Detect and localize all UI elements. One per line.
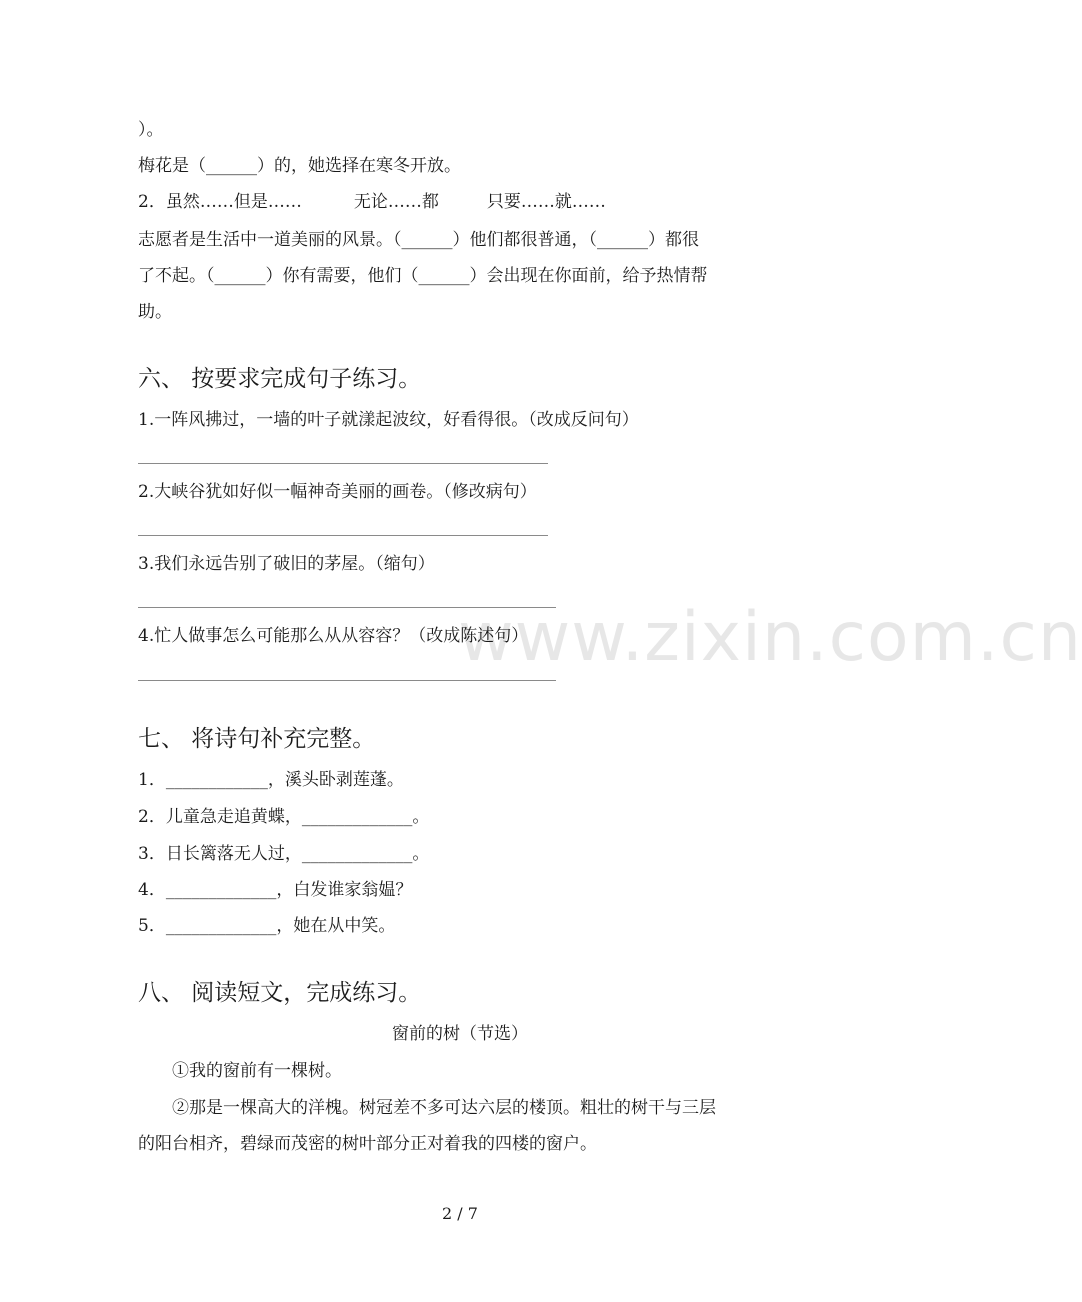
answer-line-1[interactable]: [138, 463, 548, 464]
watermark: www.zixin.com.cn: [458, 598, 1082, 677]
section5-q2-options: [138, 190, 606, 214]
section5-paragraph-line-1: 志愿者是生活中一道美丽的风景。（______）他们都很普通，（______）都很: [138, 230, 699, 250]
passage-title: 窗前的树（节选）: [392, 1024, 528, 1044]
section6-question-2: 2.大峡谷犹如好似一幅神奇美丽的画卷。（修改病句）: [138, 482, 537, 502]
section7-heading: 七、 将诗句补充完整。: [138, 726, 376, 752]
passage-paragraph-1: ①我的窗前有一棵树。: [172, 1061, 342, 1081]
section5-line-top: ）。: [138, 120, 164, 140]
poem-item-3: 3．日长篱落无人过，_____________。: [138, 844, 430, 864]
section6-heading: 六、 按要求完成句子练习。: [138, 366, 422, 392]
q2-option-2: 无论……都: [353, 192, 439, 212]
answer-line-2[interactable]: [138, 535, 548, 536]
section5-paragraph-line-3: 助。: [138, 302, 172, 322]
page-number: 2 / 7: [442, 1204, 478, 1223]
answer-line-3[interactable]: [138, 607, 556, 608]
section6-question-3: 3.我们永远告别了破旧的茅屋。（缩句）: [138, 554, 435, 574]
poem-item-4: 4．_____________，白发谁家翁媪？: [138, 880, 413, 900]
q2-label: 2．虽然……但是……: [138, 192, 302, 212]
passage-paragraph-2-line-2: 的阳台相齐，碧绿而茂密的树叶部分正对着我的四楼的窗户。: [138, 1134, 597, 1154]
section5-meihua-line: 梅花是（______）的，她选择在寒冬开放。: [138, 156, 461, 176]
poem-item-1: 1．____________，溪头卧剥莲蓬。: [138, 770, 404, 790]
poem-item-5: 5．_____________，她在从中笑。: [138, 916, 396, 936]
section6-question-1: 1.一阵风拂过，一墙的叶子就漾起波纹，好看得很。（改成反问句）: [138, 410, 639, 430]
answer-line-4[interactable]: [138, 680, 556, 681]
section8-heading: 八、 阅读短文，完成练习。: [138, 980, 422, 1006]
q2-option-3: 只要……就……: [486, 192, 606, 212]
poem-item-2: 2．儿童急走追黄蝶，_____________。: [138, 807, 430, 827]
section5-paragraph-line-2: 了不起。（______）你有需要，他们（______）会出现在你面前，给予热情帮: [138, 266, 708, 286]
passage-paragraph-2-line-1: ②那是一棵高大的洋槐。树冠差不多可达六层的楼顶。粗壮的树干与三层: [172, 1098, 716, 1118]
section6-question-4: 4.忙人做事怎么可能那么从从容容？（改成陈述句）: [138, 626, 529, 646]
